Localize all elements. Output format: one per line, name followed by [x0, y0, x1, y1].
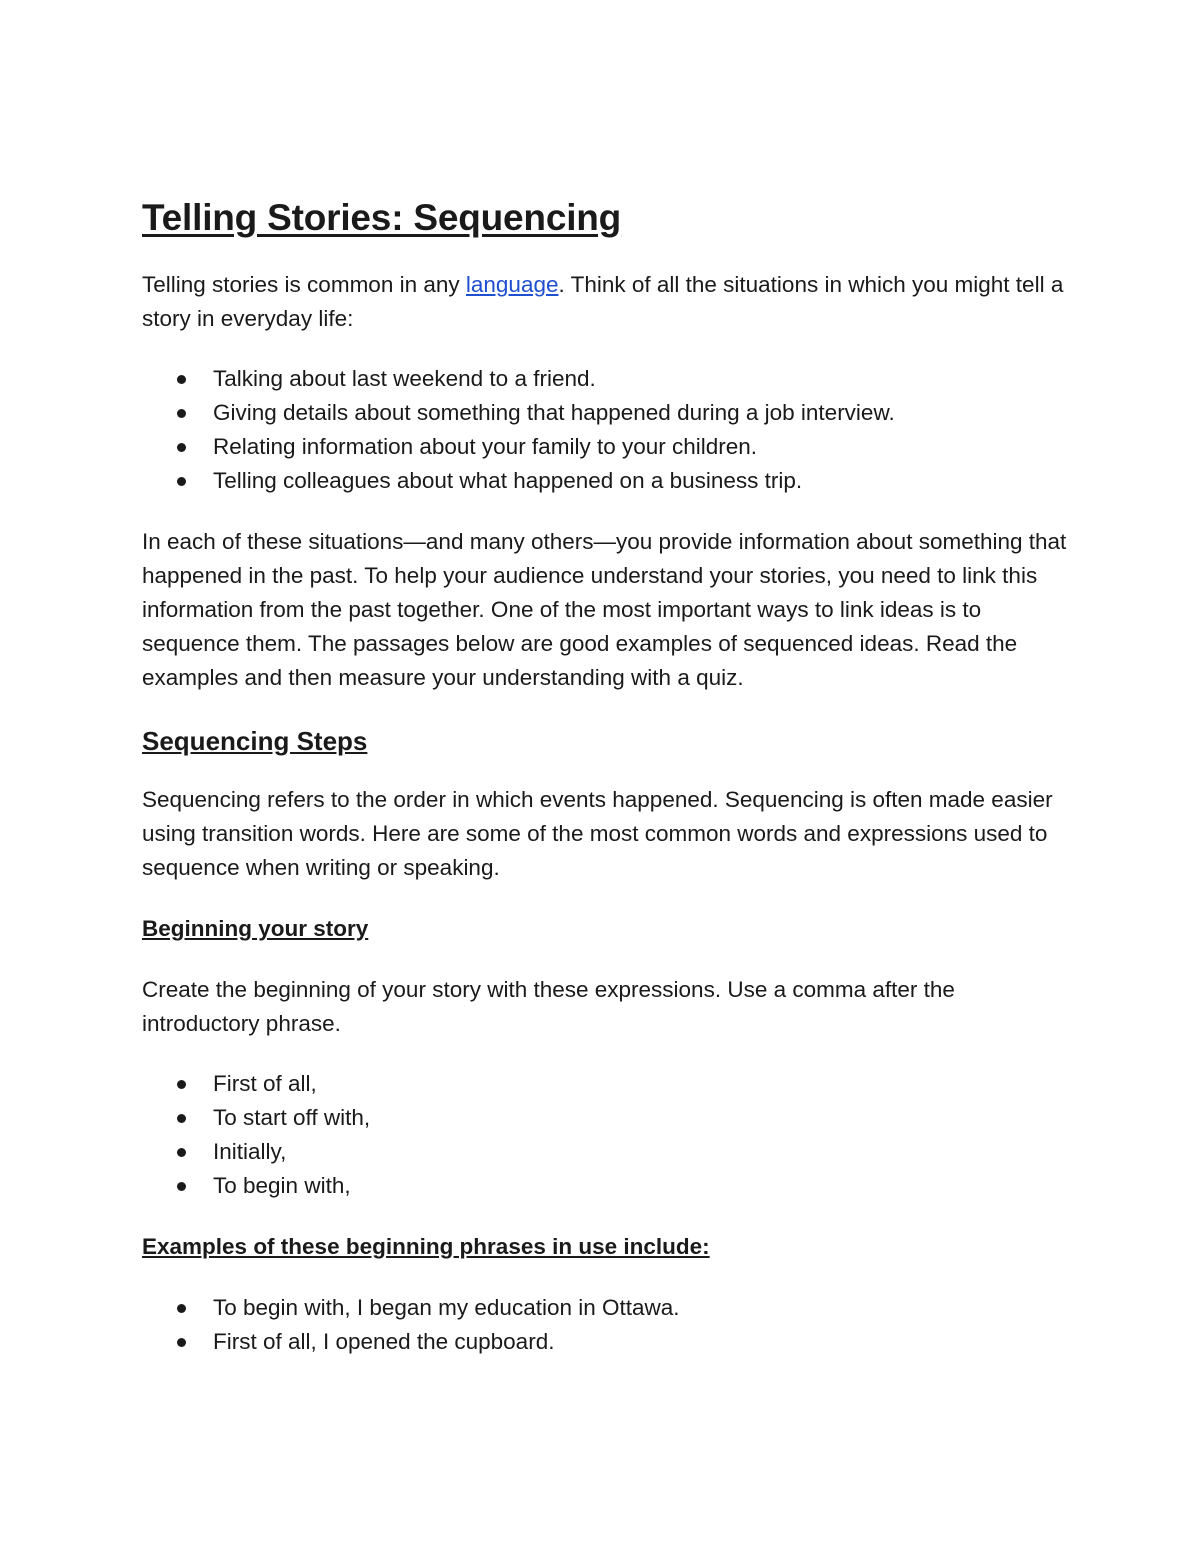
document-title: Telling Stories: Sequencing [142, 197, 622, 238]
intro-text-end: . Think of all the situations in which you might tell a story in everyday life: [142, 272, 1064, 331]
situations-paragraph: In each of these situations—and many others—you provide information about something that happened in the past. To help your audience understand your stories, you need to link this information from the past together. One of the most important ways to link ideas is to sequence them. The passages below are good examples of sequenced ideas. Read the examples and then measure your understanding with a quiz. [142, 529, 1067, 690]
list-item-text: To start off with, [213, 1105, 371, 1130]
list-item [142, 1291, 1072, 1325]
bullet-icon [177, 1080, 186, 1089]
sequencing-paragraph: Sequencing refers to the order in which events happened. Sequencing is often made easier using transition words. Here are some of the most common words and expressions used to sequence when writing or speaking. [142, 787, 1053, 880]
list-item-text: To begin with, I began my education in Ottawa. [213, 1295, 680, 1320]
list-item [142, 362, 1072, 396]
list-item [142, 1169, 1072, 1203]
list-item [142, 396, 1072, 430]
list-item [142, 1135, 1072, 1169]
bullet-icon [177, 1148, 186, 1157]
bullet-icon [177, 443, 186, 452]
bullet-icon [177, 477, 186, 486]
list-item-text: Relating information about your family to your children. [213, 434, 758, 459]
beginning-paragraph: Create the beginning of your story with these expressions. Use a comma after the introductory phrase. [142, 977, 955, 1036]
bullet-icon [177, 1182, 186, 1191]
list-item [142, 1325, 1072, 1359]
examples-subheading: Examples of these beginning phrases in use include: [142, 1234, 710, 1259]
list-item [142, 1067, 1072, 1101]
situations-list [142, 362, 1072, 498]
language-link[interactable]: language [465, 272, 559, 297]
section-heading: Sequencing Steps [142, 726, 368, 756]
list-item-text: First of all, [213, 1071, 317, 1096]
list-item-text: Initially, [213, 1139, 287, 1164]
beginning-phrases-list [142, 1067, 1072, 1203]
bullet-icon [177, 1338, 186, 1347]
examples-list [142, 1291, 1072, 1359]
document-page [142, 192, 1072, 1359]
list-item-text: Giving details about something that happened during a job interview. [213, 400, 895, 425]
bullet-icon [177, 375, 186, 384]
list-item [142, 430, 1072, 464]
bullet-icon [177, 409, 186, 418]
list-item [142, 1101, 1072, 1135]
bullet-icon [177, 1304, 186, 1313]
intro-paragraph [142, 268, 1072, 336]
list-item [142, 464, 1072, 498]
bullet-icon [177, 1114, 186, 1123]
list-item-text: To begin with, [213, 1173, 351, 1198]
list-item-text: Telling colleagues about what happened on a business trip. [213, 468, 803, 493]
list-item-text: First of all, I opened the cupboard. [213, 1329, 555, 1354]
intro-text-start: Telling stories is common in any [142, 272, 466, 297]
list-item-text: Talking about last weekend to a friend. [213, 366, 596, 391]
beginning-subheading: Beginning your story [142, 916, 369, 941]
